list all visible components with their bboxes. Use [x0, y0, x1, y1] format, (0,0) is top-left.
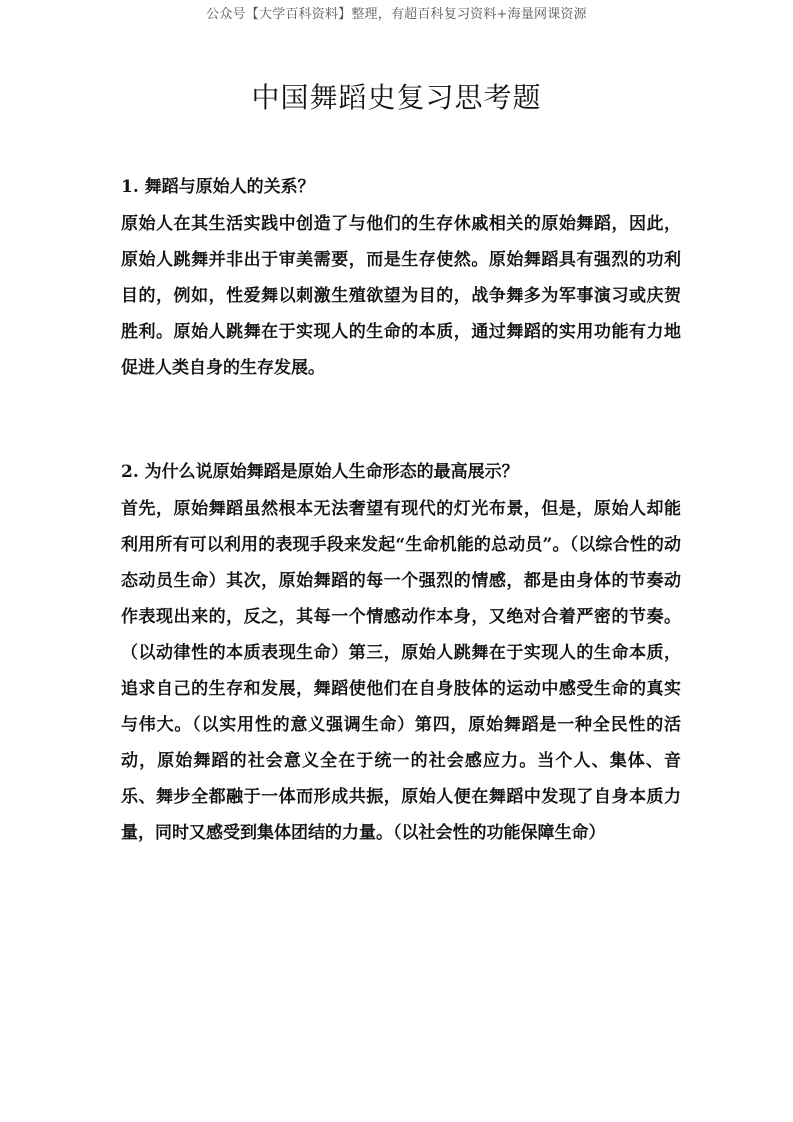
answer-paragraph: 首先，原始舞蹈虽然根本无法奢望有现代的灯光布景，但是，原始人却能利用所有可以利用的表现手段来发起“生命机能的总动员”。（以综合性的动态动员生命）其次，原始舞蹈的每一个强烈的情感，都是由身体的节奏动作表现出来的，反之，其每一个情感动作本身，又绝对合着严密的节奏。（以动律性的本质表现生命）第三，原始人跳舞在于实现人的生命本质，追求自己的生存和发展，舞蹈使他们在自身肢体的运动中感受生命的真实与伟大。（以实用性的意义强调生命）第四，原始舞蹈是一种全民性的活动，原始舞蹈的社会意义全在于统一的社会感应力。当个人、集体、音乐、舞步全都融于一体而形成共振，原始人便在舞蹈中发现了自身本质力量，同时又感受到集体团结的力量。（以社会性的功能保障生命）	[121, 499, 681, 843]
answer-paragraph: 原始人在其生活实践中创造了与他们的生存休戚相关的原始舞蹈，因此，原始人跳舞并非出于审美需要，而是生存使然。原始舞蹈具有强烈的功利目的，例如，性爱舞以刺激生殖欲望为目的，战争舞多为军事演习或庆贺胜利。原始人跳舞在于实现人的生命的本质，通过舞蹈的实用功能有力地促进人类自身的生存发展。	[121, 214, 681, 378]
qa-section	[121, 457, 681, 851]
page-title: 中国舞蹈史复习思考题	[251, 81, 542, 114]
question-heading: 1. 舞蹈与原始人的关系？	[121, 177, 315, 197]
question-heading: 2. 为什么说原始舞蹈是原始人生命形态的最高展示？	[121, 462, 519, 482]
header-note: 公众号【大学百科资料】整理，有超百科复习资料+海量网课资源	[206, 7, 587, 22]
qa-section	[121, 172, 681, 386]
